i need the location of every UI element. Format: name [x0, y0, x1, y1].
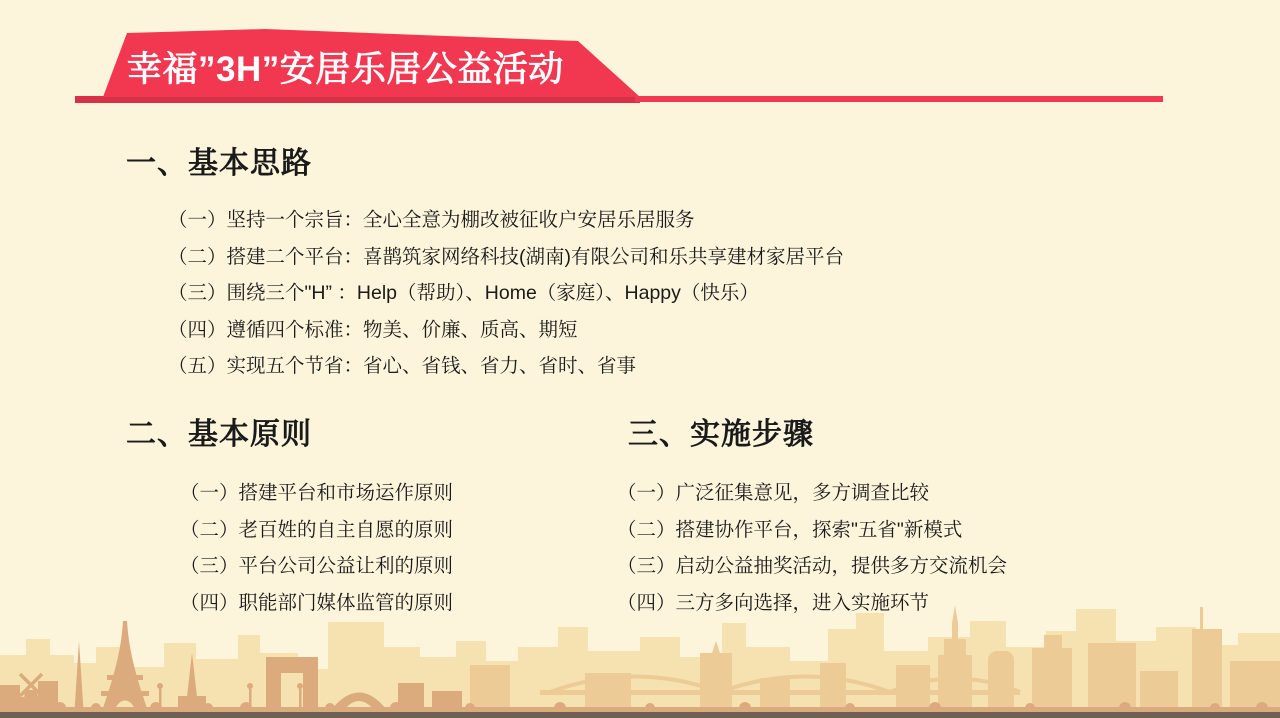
- banner-underline-shadow: [75, 96, 640, 103]
- list-item: （三）平台公司公益让利的原则: [180, 555, 454, 578]
- city-skyline-graphic: [0, 593, 1280, 718]
- list-item: （二）搭建协作平台，探索"五省"新模式: [617, 518, 963, 541]
- banner-underline: [635, 96, 1163, 102]
- list-item: （一）搭建平台和市场运作原则: [180, 482, 454, 504]
- list-item: （五）实现五个节省：省心、省钱、省力、省时、省事: [168, 355, 637, 378]
- section-heading: 一、基本思路: [126, 147, 312, 180]
- section-implementation-steps: [617, 417, 1008, 621]
- list-item: （四）职能部门媒体监管的原则: [180, 591, 454, 614]
- list-item: （一）坚持一个宗旨：全心全意为棚改被征收户安居乐居服务: [168, 209, 695, 231]
- list-item: （四）三方多向选择，进入实施环节: [617, 591, 930, 614]
- section-basic-principles: [126, 417, 453, 621]
- section-basic-idea: [126, 146, 844, 385]
- footer-bar: [0, 712, 1280, 718]
- list-item: （二）搭建二个平台：喜鹊筑家网络科技(湖南)有限公司和乐共享建材家居平台: [168, 245, 844, 268]
- list-item: （三）启动公益抽奖活动，提供多方交流机会: [617, 555, 1008, 578]
- list-item: （一）广泛征集意见，多方调查比较: [617, 482, 930, 504]
- section-list: [168, 202, 844, 385]
- page-title: 幸福”3H”安居乐居公益活动: [127, 50, 564, 89]
- list-item: （二）老百姓的自主自愿的原则: [180, 518, 454, 541]
- list-item: （四）遵循四个标准：物美、价廉、质高、期短: [168, 318, 578, 341]
- section-heading: 三、实施步骤: [628, 418, 814, 451]
- list-item: （三）围绕三个"H” ：Help（帮助）、Home（家庭）、Happy（快乐）: [168, 282, 759, 305]
- section-heading: 二、基本原则: [126, 418, 312, 451]
